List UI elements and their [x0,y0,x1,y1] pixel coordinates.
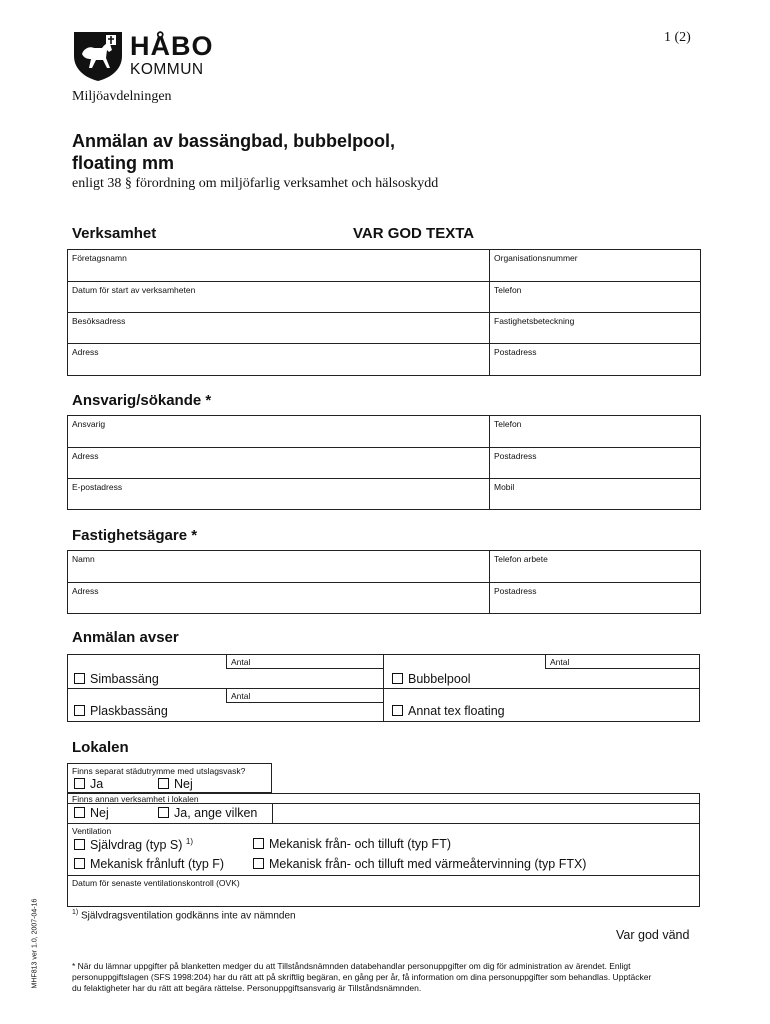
field-postadress[interactable]: Postadress [490,344,701,376]
antal-underline-3 [226,702,383,703]
checkbox-icon[interactable] [392,705,403,716]
checkbox-mek-fran-till[interactable]: Mekanisk från- och tilluft (typ FT) [253,837,451,851]
checkbox-icon[interactable] [74,778,85,789]
checkbox-annat[interactable]: Annat tex floating [392,704,505,718]
checkbox-q2-nej[interactable]: Nej [74,806,109,820]
field-telefon[interactable]: Telefon [490,282,701,313]
antal-label-simbassang: Antal [231,657,251,667]
fastighetsagare-table [67,550,701,614]
page-subtitle: enligt 38 § förordning om miljöfarlig verksamhet och hälsoskydd [72,176,439,191]
antal-divider-1 [226,654,227,668]
antal-divider-3 [226,688,227,702]
gdpr-line-2: personuppgiftslagen (SFS 1998:204) har du rätt att på skriftlig begäran, en gång per år, få information om dina personuppgifter som behandlas. Upptäcker [72,972,652,982]
field-mobil[interactable]: Mobil [490,479,701,510]
checkbox-q2-ja-ange[interactable]: Ja, ange vilken [158,806,257,820]
field-datum-start[interactable]: Datum för start av verksamheten [68,282,490,313]
field-ansvarig-postadress[interactable]: Postadress [490,448,701,479]
checkbox-q1-ja[interactable]: Ja [74,777,103,791]
anmalan-col-divider [383,654,384,722]
checkbox-icon[interactable] [253,838,264,849]
field-ansvarig-adress[interactable]: Adress [68,448,490,479]
field-besoksadress[interactable]: Besöksadress [68,313,490,344]
checkbox-q1-nej[interactable]: Nej [158,777,193,791]
checkbox-icon[interactable] [74,839,85,850]
field-ansvarig-telefon[interactable]: Telefon [490,416,701,448]
section-heading-anmalan: Anmälan avser [72,629,179,646]
logo-sub: KOMMUN [130,61,204,78]
page-title-line2: floating mm [72,153,174,173]
var-god-texta-notice: VAR GOD TEXTA [353,225,475,242]
field-ansvarig[interactable]: Ansvarig [68,416,490,448]
field-e-postadress[interactable]: E-postadress [68,479,490,510]
department: Miljöavdelningen [72,89,172,104]
page-number: 1 (2) [664,30,691,45]
lokalen-q2-label: Finns annan verksamhet i lokalen [72,794,199,804]
field-telefon-arbete[interactable]: Telefon arbete [490,551,701,583]
checkbox-sjalvdrag[interactable]: Självdrag (typ S) $^{1)}$ [74,837,193,852]
field-adress[interactable]: Adress [68,344,490,376]
checkbox-icon[interactable] [392,673,403,684]
form-code: MHF813 ver 1.0, 2007-04-16 [31,898,39,989]
checkbox-icon[interactable] [74,673,85,684]
page-title [72,130,395,174]
ansvarig-table [67,415,701,510]
field-namn[interactable]: Namn [68,551,490,583]
field-ovk[interactable]: Datum för senaste ventilationskontroll (OVK) [72,878,240,888]
logo-name: HÅBO [130,31,214,61]
field-fastighetsbeteckning[interactable]: Fastighetsbeteckning [490,313,701,344]
checkbox-mek-franluft[interactable]: Mekanisk frånluft (typ F) [74,857,224,871]
checkbox-bubbelpool[interactable]: Bubbelpool [392,672,471,686]
checkbox-mek-fran-till-varme[interactable]: Mekanisk från- och tilluft med värmeåtervinning (typ FTX) [253,857,586,871]
checkbox-icon[interactable] [158,778,169,789]
lokalen-q1-label: Finns separat städutrymme med utslagsvask? [72,766,246,776]
verksamhet-table [67,249,701,376]
antal-underline-1 [226,668,383,669]
footnote [72,909,296,921]
antal-underline-2 [545,668,700,669]
gdpr-line-1: * När du lämnar uppgifter på blanketten medger du att Tillståndsnämnden databehandlar personuppgifter om dig för administration av ärendet. Enligt [72,961,631,971]
antal-label-plaskbassang: Antal [231,691,251,701]
gdpr-line-3: du felaktigheter har du rätt att begära rättelse. Personuppgiftsansvarig är Tillståndsnämnden. [72,983,422,993]
section-heading-verksamhet: Verksamhet [72,225,157,242]
footnote-number: 1) [72,909,79,916]
habo-logo [72,30,232,82]
checkbox-icon[interactable] [74,858,85,869]
lokalen-ventilation-divider [67,823,700,824]
section-heading-lokalen: Lokalen [72,739,129,756]
habo-coat-of-arms-icon [72,30,124,82]
field-agare-adress[interactable]: Adress [68,583,490,614]
footnote-text: Självdragsventilation godkänns inte av nämnden [81,910,296,922]
field-organisationsnummer[interactable]: Organisationsnummer [490,250,701,282]
page-title-line1: Anmälan av bassängbad, bubbelpool, [72,131,396,151]
field-agare-postadress[interactable]: Postadress [490,583,701,614]
section-heading-fastighetsagare: Fastighetsägare * [72,527,198,544]
checkbox-simbassang[interactable]: Simbassäng [74,672,159,686]
antal-divider-2 [545,654,546,668]
section-heading-ansvarig: Ansvarig/sökande * [72,392,212,409]
checkbox-plaskbassang[interactable]: Plaskbassäng [74,704,168,718]
antal-label-bubbelpool: Antal [550,657,570,667]
checkbox-icon[interactable] [158,807,169,818]
gdpr-notice [72,961,700,994]
checkbox-icon[interactable] [74,807,85,818]
checkbox-icon[interactable] [74,705,85,716]
checkbox-icon[interactable] [253,858,264,869]
lokalen-q2-divider [272,803,273,823]
ventilation-label: Ventilation [72,826,112,836]
footnote-marker: 1) [185,837,194,846]
var-god-vand: Var god vänd [616,928,690,942]
field-foretagsnamn[interactable]: Företagsnamn [68,250,490,282]
lokalen-ovk-divider [67,875,700,876]
